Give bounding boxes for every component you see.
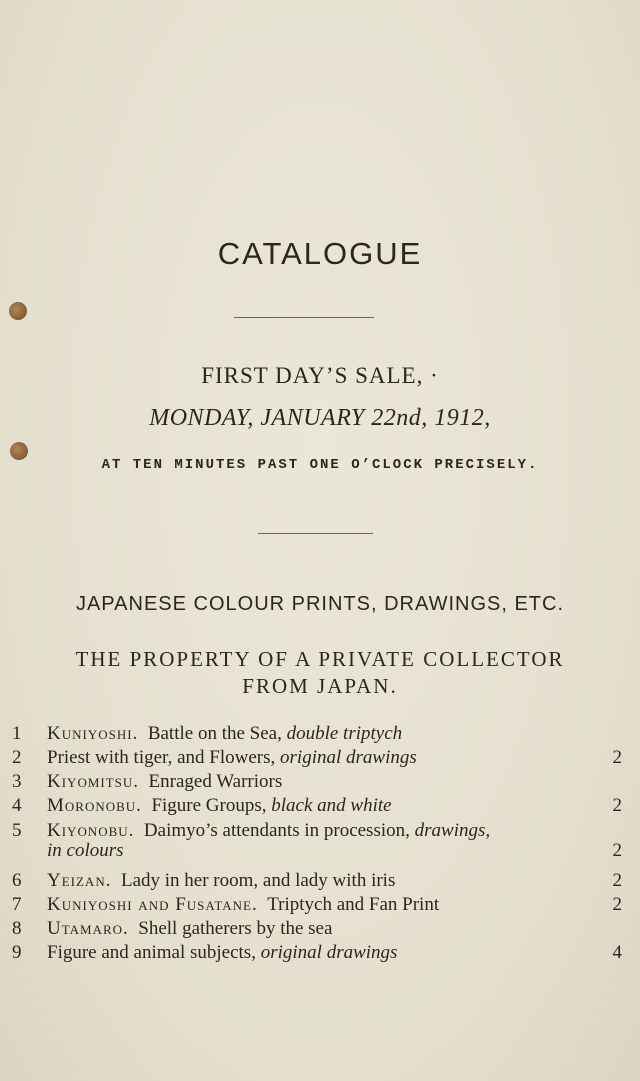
lot-title: Priest with tiger, and Flowers, <box>47 747 276 768</box>
lot-artist: Yeizan. <box>47 870 112 891</box>
lot-artist: Kuniyoshi. <box>47 723 139 744</box>
sale-label: FIRST DAY’S SALE, · <box>201 363 439 388</box>
lot-title: Figure Groups, <box>151 795 267 816</box>
lot-quantity: 2 <box>612 795 622 816</box>
divider-rule <box>234 317 374 318</box>
property-line: THE PROPERTY OF A PRIVATE COLLECTOR <box>75 647 565 671</box>
divider-rule <box>258 533 373 534</box>
lot-quantity: 2 <box>612 870 622 891</box>
sale-subject: JAPANESE COLOUR PRINTS, DRAWINGS, ETC. <box>75 593 565 615</box>
lot-title: Lady in her room, and lady with iris <box>120 870 396 891</box>
lot-number: 8 <box>12 918 22 939</box>
lot-quantity: 4 <box>612 942 622 963</box>
lot-entry <box>12 795 632 821</box>
lot-quantity: 2 <box>612 840 622 861</box>
lot-title: Figure and animal subjects, <box>47 942 256 963</box>
lot-title: Battle on the Sea, <box>147 723 282 744</box>
lot-title: Shell gatherers by the sea <box>138 918 333 939</box>
lot-number: 9 <box>12 942 22 963</box>
lot-artist: Moronobu. <box>47 795 142 816</box>
lot-entry <box>12 942 632 968</box>
lot-number: 5 <box>12 820 22 841</box>
binding-hole <box>9 302 27 320</box>
lot-title: Daimyo’s attendants in procession, <box>143 820 410 841</box>
lot-number: 2 <box>12 747 22 768</box>
property-origin: FROM JAPAN. <box>242 674 398 698</box>
sale-date: MONDAY, JANUARY 22nd, 1912, <box>149 405 491 431</box>
lot-note: drawings, <box>414 820 491 841</box>
lot-entry <box>12 723 632 749</box>
lot-number: 7 <box>12 894 22 915</box>
lot-note: black and white <box>271 795 392 816</box>
lot-entry <box>12 918 632 944</box>
lot-entry-tail <box>12 840 632 866</box>
lot-title: Triptych and Fan Print <box>267 894 440 915</box>
lot-entry <box>12 747 632 773</box>
lot-title: Enraged Warriors <box>148 771 283 792</box>
lot-quantity: 2 <box>612 747 622 768</box>
lot-continuation: in colours <box>47 840 124 861</box>
lot-number: 4 <box>12 795 22 816</box>
lot-artist: Kuniyoshi and Fusatane. <box>47 894 258 915</box>
lot-artist: Kiyonobu. <box>47 820 135 841</box>
lot-number: 1 <box>12 723 22 744</box>
lot-artist: Utamaro. <box>47 918 129 939</box>
lot-number: 3 <box>12 771 22 792</box>
lot-note: double triptych <box>286 723 403 744</box>
lot-entry <box>12 870 632 896</box>
sale-time: AT TEN MINUTES PAST ONE O’CLOCK PRECISELY. <box>101 457 539 473</box>
lot-entry <box>12 894 632 920</box>
catalogue-title: CATALOGUE <box>217 236 423 271</box>
lot-entry <box>12 771 632 797</box>
lot-number: 6 <box>12 870 22 891</box>
lot-note: original drawings <box>280 747 417 768</box>
lot-note: original drawings <box>260 942 398 963</box>
lot-artist: Kiyomitsu. <box>47 771 140 792</box>
lot-quantity: 2 <box>612 894 622 915</box>
